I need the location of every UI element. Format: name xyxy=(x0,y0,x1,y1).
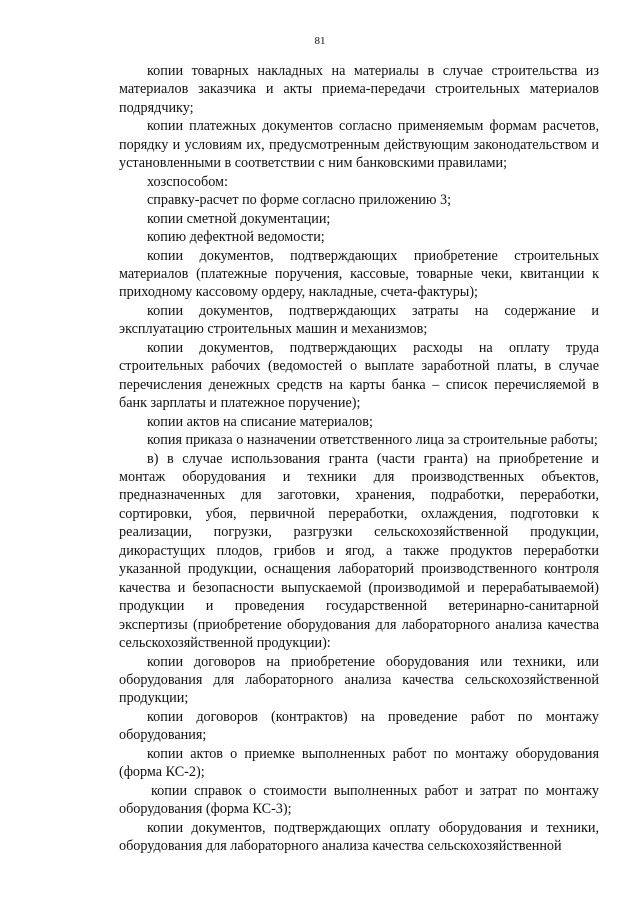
paragraph-machinery-costs: копии документов, подтверждающих затраты на содержание и эксплуатацию строительных машин и механизмов; xyxy=(119,302,599,338)
document-body xyxy=(119,62,599,855)
paragraph-payment-confirmation: копии документов, подтверждающих оплату оборудования и техники, оборудования для лабораторного анализа качества сельскохозяйственной xyxy=(119,819,599,855)
paragraph-payment-documents: копии платежных документов согласно применяемым формам расчетов, порядку и условиям их, предусмотренным действующим законодательством и установленными в соответствии с ним банковскими правилами; xyxy=(119,118,599,172)
paragraph-labor-costs: копии документов, подтверждающих расходы на оплату труда строительных рабочих (ведомостей о выплате заработной платы, в случае перечисления денежных средств на карты банка – список перечисляемой в банк зарплаты и платежное поручение); xyxy=(119,339,599,412)
paragraph-invoices: копии товарных накладных на материалы в случае строительства из материалов заказчика и акты приема-передачи строительных материалов подрядчику; xyxy=(119,63,599,116)
paragraph-item-v-equipment: в) в случае использования гранта (части гранта) на приобретение и монтаж оборудования и техники для производственных объектов, предназначенных для заготовки, хранения, подработки, переработки, сортировки, убоя, первичной переработки, охлаждения, подготовки к реализации, погрузки, разгрузки сельскохозяйственной продукции, дикорастущих плодов, грибов и ягод, а также продуктов переработки указанной продукции, оснащения лабораторий производственного контроля качества и безопасности выпускаемой (производимой и перерабатываемой) продукции и проведения государственной ветеринарно-санитарной экспертизы (приобретение оборудования для лабораторного анализа качества сельскохозяйственной продукции): xyxy=(119,450,599,652)
paragraph-estimate-documentation: копии сметной документации; xyxy=(147,210,331,227)
paragraph-installation-contracts: копии договоров (контрактов) на проведение работ по монтажу оборудования; xyxy=(119,708,599,744)
paragraph-material-purchase: копии документов, подтверждающих приобретение строительных материалов (платежные поручения, кассовые, товарные чеки, квитанции к приходному кассовому ордеру, накладные, счета-фактуры); xyxy=(119,247,599,301)
paragraph-ks3-certificates: копии справок о стоимости выполненных работ и затрат по монтажу оборудования (форма КС-3); xyxy=(119,782,599,818)
paragraph-calculation-certificate: справку-расчет по форме согласно приложению 3; xyxy=(147,192,452,209)
paragraph-defect-statement: копию дефектной ведомости; xyxy=(147,229,325,246)
paragraph-ks2-acts: копии актов о приемке выполненных работ по монтажу оборудования (форма КС-2); xyxy=(119,745,599,781)
page-number: 81 xyxy=(314,35,326,47)
paragraph-material-write-off: копии актов на списание материалов; xyxy=(147,413,373,430)
paragraph-own-method-heading: хозспособом: xyxy=(147,173,228,190)
paragraph-responsible-person-order: копия приказа о назначении ответственного лица за строительные работы; xyxy=(147,432,598,449)
paragraph-equipment-contracts: копии договоров на приобретение оборудования или техники, или оборудования для лабораторного анализа качества сельскохозяйственной продукции; xyxy=(119,653,599,707)
